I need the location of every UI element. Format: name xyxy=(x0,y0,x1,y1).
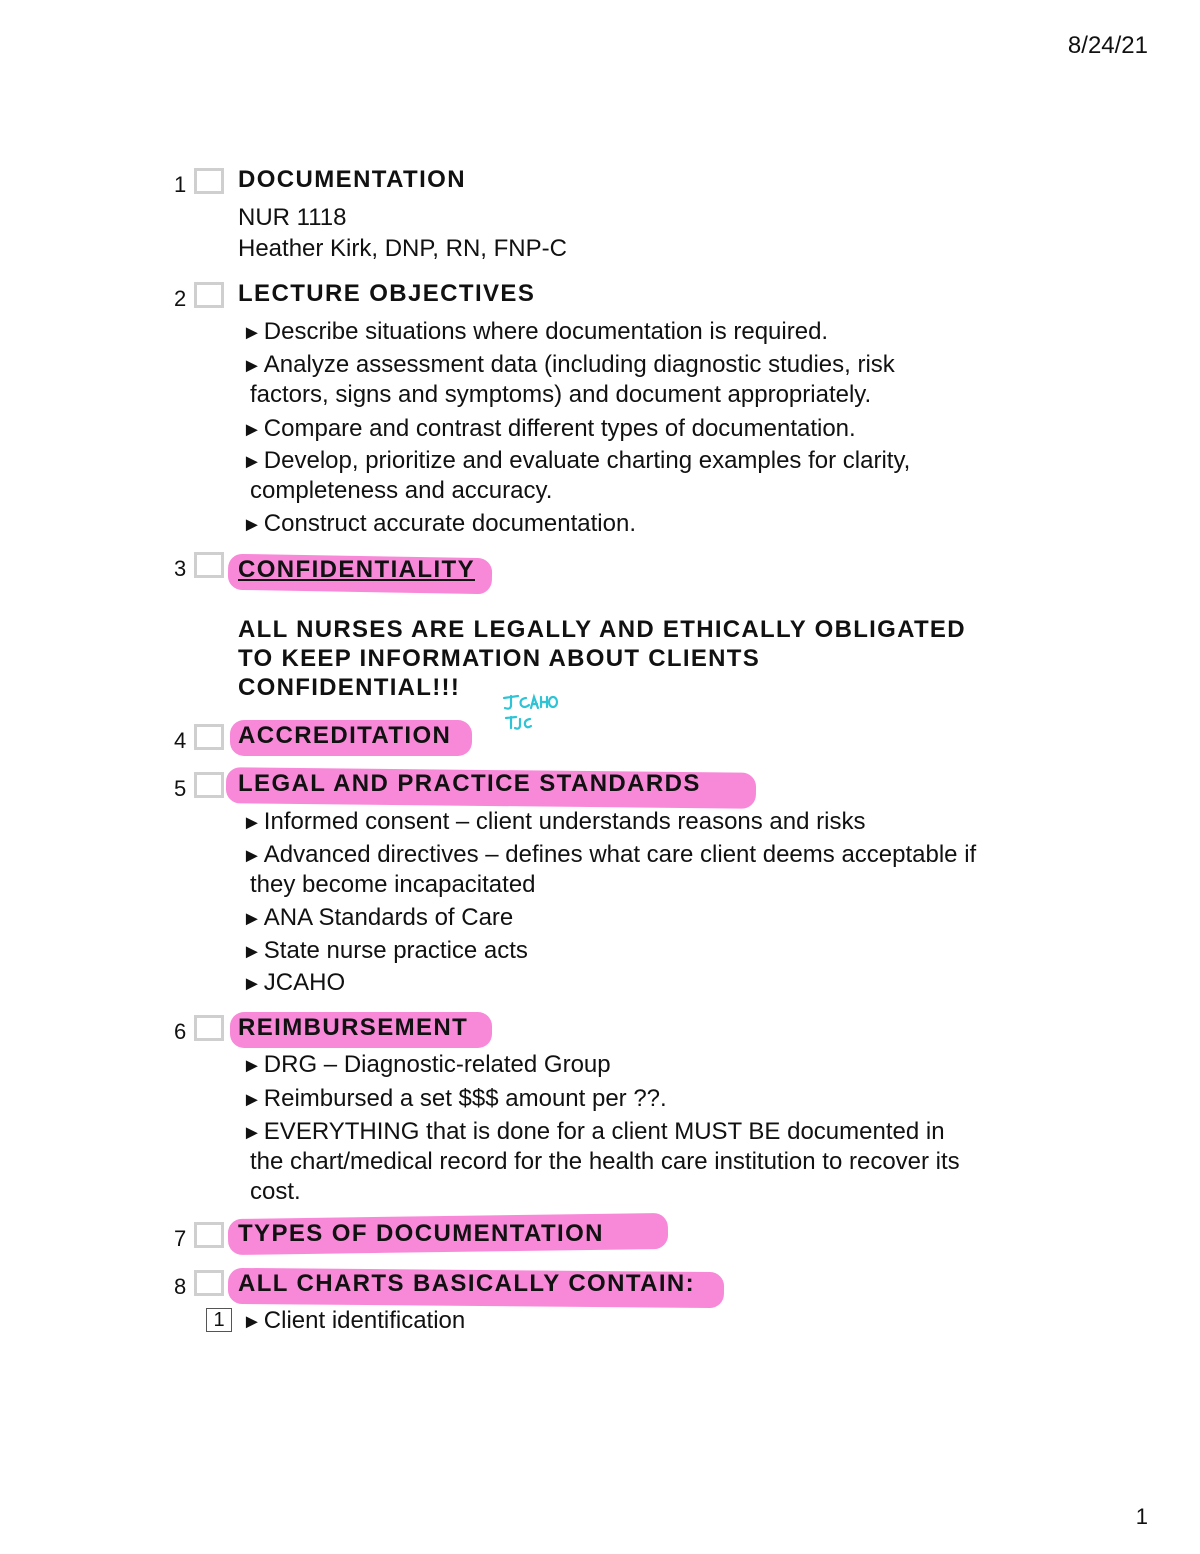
slide-checkbox[interactable] xyxy=(194,772,224,798)
bullet-item: ►EVERYTHING that is done for a client MUST BE documented in xyxy=(242,1118,945,1145)
slide-checkbox[interactable] xyxy=(194,168,224,194)
bullet-item: ►Describe situations where documentation is required. xyxy=(242,318,829,345)
slide-title: REIMBURSEMENT xyxy=(238,1014,469,1041)
bullet-icon: ► xyxy=(242,908,262,930)
slide-checkbox[interactable] xyxy=(194,282,224,308)
slide-title: CONFIDENTIALITY xyxy=(238,556,475,583)
slide-number: 6 xyxy=(174,1019,187,1044)
slide-title: ACCREDITATION xyxy=(238,722,452,749)
slide-checkbox[interactable] xyxy=(194,1270,224,1296)
bullet-continuation: factors, signs and symptoms) and document appropriately. xyxy=(250,381,872,408)
bullet-icon: ► xyxy=(242,419,262,441)
slide-title: TYPES OF DOCUMENTATION xyxy=(238,1220,604,1247)
author-line: Heather Kirk, DNP, RN, FNP-C xyxy=(238,235,567,262)
slide-checkbox[interactable] xyxy=(194,724,224,750)
sub-slide-number[interactable]: 1 xyxy=(206,1308,232,1332)
slide-number: 7 xyxy=(174,1226,187,1251)
bullet-icon: ► xyxy=(242,812,262,834)
slide-number: 8 xyxy=(174,1274,187,1299)
bullet-icon: ► xyxy=(242,322,262,344)
course-code: NUR 1118 xyxy=(238,204,347,231)
bullet-continuation: they become incapacitated xyxy=(250,871,536,898)
bullet-icon: ► xyxy=(242,451,262,473)
bullet-icon: ► xyxy=(242,1089,262,1111)
bullet-icon: ► xyxy=(242,1311,262,1333)
slide-checkbox[interactable] xyxy=(194,1222,224,1248)
bullet-icon: ► xyxy=(242,1122,262,1144)
bullet-icon: ► xyxy=(242,1055,262,1077)
bullet-continuation: the chart/medical record for the health care institution to recover its xyxy=(250,1148,960,1175)
bullet-item: ►DRG – Diagnostic-related Group xyxy=(242,1051,611,1078)
slide-checkbox[interactable] xyxy=(194,1015,224,1041)
page-number: 1 xyxy=(1135,1504,1148,1529)
slide-title: DOCUMENTATION xyxy=(238,166,466,193)
bullet-item: ►Develop, prioritize and evaluate charting examples for clarity, xyxy=(242,447,911,474)
bullet-item: ►Analyze assessment data (including diagnostic studies, risk xyxy=(242,351,895,378)
bullet-item: ►Construct accurate documentation. xyxy=(242,510,636,537)
statement-line: TO KEEP INFORMATION ABOUT CLIENTS xyxy=(238,645,761,672)
bullet-continuation: cost. xyxy=(250,1178,301,1205)
bullet-icon: ► xyxy=(242,941,262,963)
bullet-item: ►Informed consent – client understands reasons and risks xyxy=(242,808,866,835)
bullet-icon: ► xyxy=(242,355,262,377)
slide-number: 4 xyxy=(174,728,187,753)
slide-title: LEGAL AND PRACTICE STANDARDS xyxy=(238,770,701,797)
bullet-item: ►Advanced directives – defines what care client deems acceptable if xyxy=(242,841,977,868)
bullet-icon: ► xyxy=(242,514,262,536)
bullet-item: ►ANA Standards of Care xyxy=(242,904,514,931)
slide-number: 3 xyxy=(174,556,187,581)
bullet-item: ►JCAHO xyxy=(242,969,346,996)
bullet-icon: ► xyxy=(242,973,262,995)
handwritten-note xyxy=(500,690,560,734)
bullet-item: ►Compare and contrast different types of documentation. xyxy=(242,415,856,442)
bullet-icon: ► xyxy=(242,845,262,867)
bullet-continuation: completeness and accuracy. xyxy=(250,477,553,504)
statement-line: CONFIDENTIAL!!! xyxy=(238,674,461,701)
bullet-item: ►Client identification xyxy=(242,1307,466,1334)
bullet-item: ►Reimbursed a set $$$ amount per ??. xyxy=(242,1085,667,1112)
slide-title: LECTURE OBJECTIVES xyxy=(238,280,536,307)
slide-title: ALL CHARTS BASICALLY CONTAIN: xyxy=(238,1270,696,1297)
statement-line: ALL NURSES ARE LEGALLY AND ETHICALLY OBLIGATED xyxy=(238,616,966,643)
slide-checkbox[interactable] xyxy=(194,552,224,578)
print-date: 8/24/21 xyxy=(1067,32,1148,59)
slide-number: 2 xyxy=(174,286,187,311)
slide-number: 1 xyxy=(174,172,187,197)
bullet-item: ►State nurse practice acts xyxy=(242,937,528,964)
slide-number: 5 xyxy=(174,776,187,801)
